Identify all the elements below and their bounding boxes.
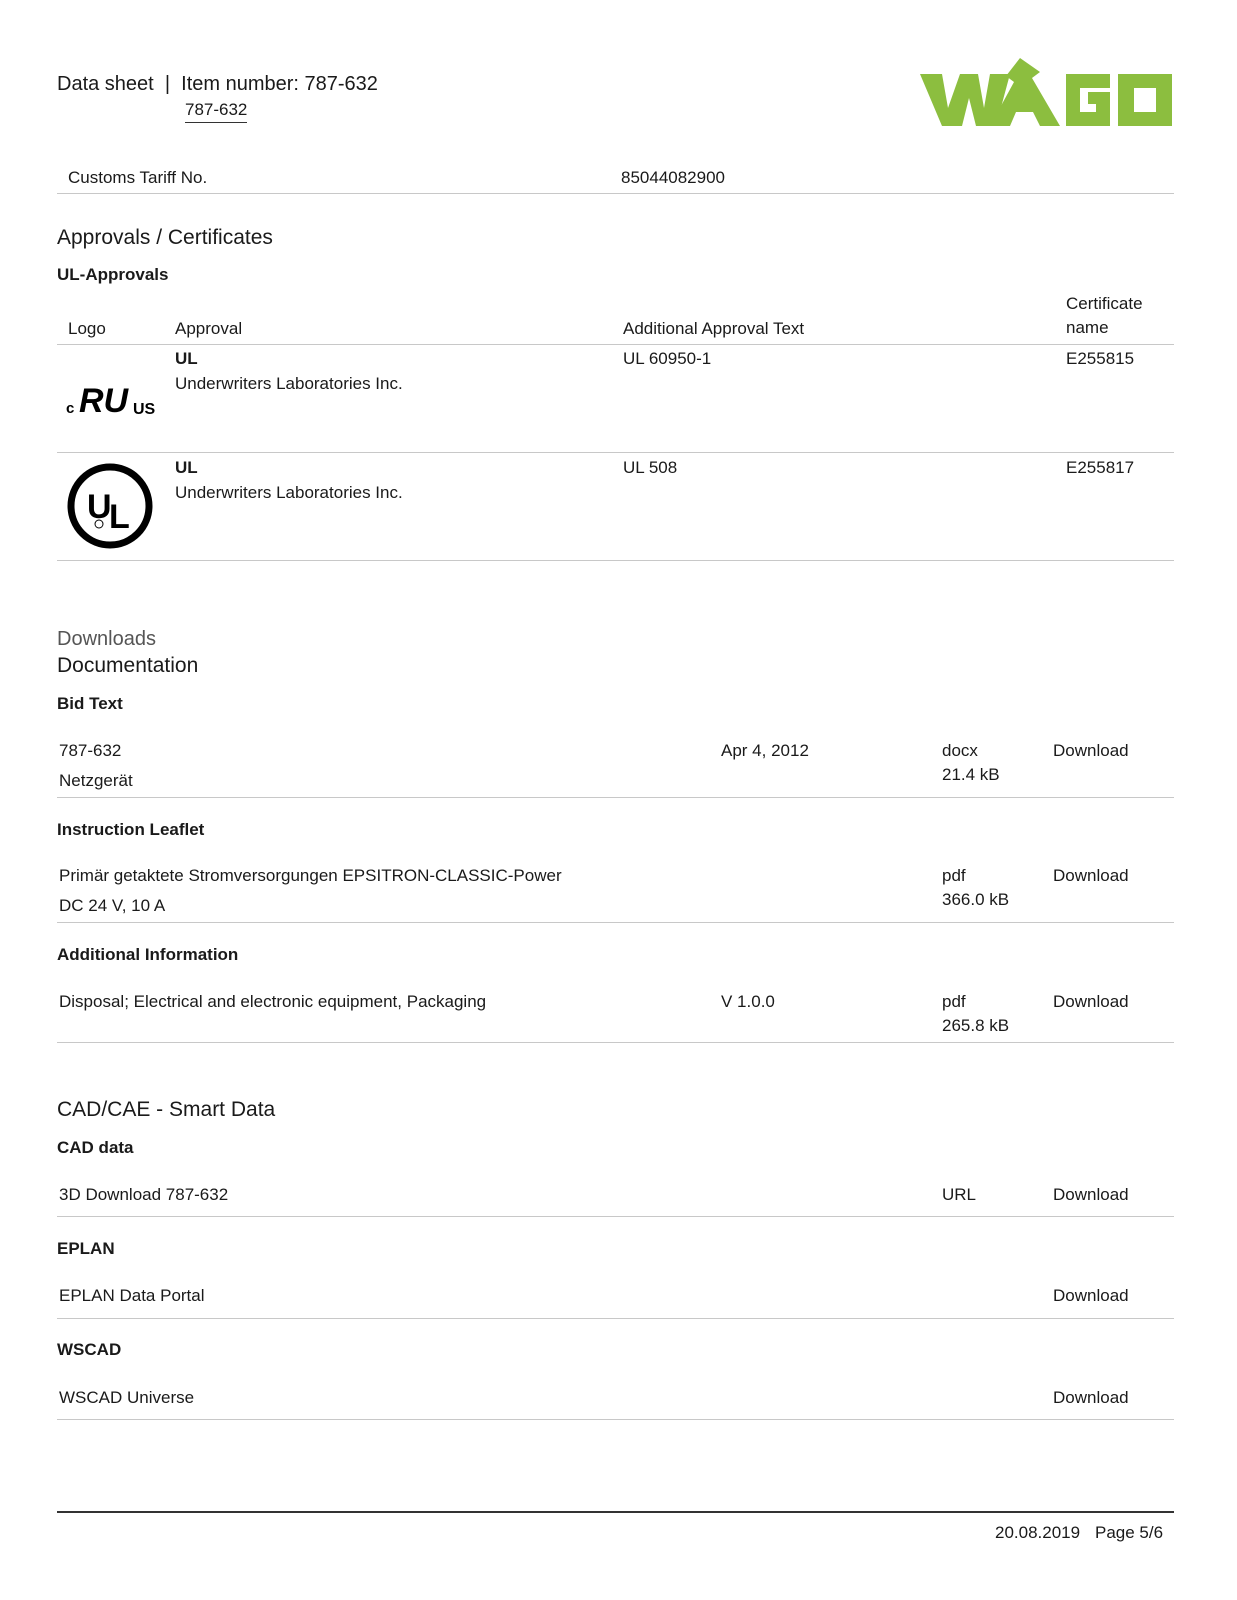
- document-date: Apr 4, 2012: [721, 741, 809, 760]
- divider: [57, 1042, 1174, 1043]
- ul-circle-mark-icon: [66, 462, 154, 550]
- cad-item-name: WSCAD Universe: [59, 1388, 195, 1407]
- divider: [57, 1216, 1174, 1217]
- svg-text:RU: RU: [79, 382, 129, 418]
- document-name: 787-632: [59, 741, 122, 760]
- approval-organization: Underwriters Laboratories Inc.: [175, 374, 403, 393]
- additional-approval-text: UL 60950-1: [623, 349, 712, 368]
- divider: [57, 1419, 1174, 1420]
- download-link[interactable]: Download: [1053, 741, 1129, 760]
- divider: [57, 193, 1174, 194]
- certificate-name: E255817: [1066, 458, 1135, 477]
- footer-date: 20.08.2019: [995, 1523, 1081, 1542]
- svg-text:US: US: [133, 401, 156, 418]
- file-size: 265.8 kB: [942, 1016, 1010, 1035]
- additional-information-subtitle: Additional Information: [57, 945, 239, 964]
- document-name: Disposal; Electrical and electronic equipment, Packaging: [59, 992, 487, 1011]
- divider: [57, 452, 1174, 453]
- column-header-certificate: Certificate name: [1066, 294, 1143, 337]
- download-link[interactable]: Download: [1053, 1286, 1129, 1305]
- cad-cae-section-title: CAD/CAE - Smart Data: [57, 1098, 276, 1121]
- approval-name: UL: [175, 458, 198, 477]
- column-header-approval: Approval: [175, 319, 243, 338]
- file-type: docx: [942, 741, 978, 760]
- certificate-name: E255815: [1066, 349, 1135, 368]
- svg-text:c: c: [66, 400, 75, 417]
- footer-divider: [57, 1511, 1174, 1513]
- eplan-subtitle: EPLAN: [57, 1239, 115, 1258]
- document-version: V 1.0.0: [721, 992, 775, 1011]
- approval-organization: Underwriters Laboratories Inc.: [175, 483, 403, 502]
- customs-tariff-value: 85044082900: [621, 168, 726, 187]
- file-size: 366.0 kB: [942, 890, 1010, 909]
- footer-page-number: Page 5/6: [1095, 1523, 1164, 1542]
- download-link[interactable]: Download: [1053, 1388, 1129, 1407]
- cul-us-mark-icon: [66, 378, 156, 418]
- file-type: URL: [942, 1185, 977, 1204]
- divider: [57, 560, 1174, 561]
- file-type: pdf: [942, 866, 966, 885]
- downloads-label: Downloads: [57, 628, 156, 650]
- customs-tariff-label: Customs Tariff No.: [68, 168, 208, 187]
- column-header-logo: Logo: [68, 319, 106, 338]
- approval-name: UL: [175, 349, 198, 368]
- approvals-section-title: Approvals / Certificates: [57, 226, 273, 249]
- item-number-link[interactable]: 787-632: [185, 99, 247, 123]
- file-size: 21.4 kB: [942, 765, 1000, 784]
- file-type: pdf: [942, 992, 966, 1011]
- download-link[interactable]: Download: [1053, 1185, 1129, 1204]
- wscad-subtitle: WSCAD: [57, 1340, 122, 1359]
- cad-item-name: EPLAN Data Portal: [59, 1286, 205, 1305]
- divider: [57, 1318, 1174, 1319]
- wago-logo-icon: [920, 58, 1172, 142]
- document-description: DC 24 V, 10 A: [59, 896, 166, 915]
- divider: [57, 797, 1174, 798]
- bid-text-subtitle: Bid Text: [57, 694, 123, 713]
- divider: [57, 922, 1174, 923]
- cad-item-name: 3D Download 787-632: [59, 1185, 229, 1204]
- document-description: Netzgerät: [59, 771, 133, 790]
- document-name: Primär getaktete Stromversorgungen EPSITRON-CLASSIC-Power: [59, 866, 562, 885]
- instruction-leaflet-subtitle: Instruction Leaflet: [57, 820, 205, 839]
- ul-approvals-subtitle: UL-Approvals: [57, 265, 169, 284]
- divider: [57, 344, 1174, 345]
- column-header-additional-text: Additional Approval Text: [623, 319, 805, 338]
- page-title: Data sheet | Item number: 787-632: [57, 73, 378, 95]
- additional-approval-text: UL 508: [623, 458, 678, 477]
- documentation-section-title: Documentation: [57, 654, 199, 677]
- cad-data-subtitle: CAD data: [57, 1138, 134, 1157]
- svg-text:U: U: [87, 488, 112, 526]
- download-link[interactable]: Download: [1053, 992, 1129, 1011]
- download-link[interactable]: Download: [1053, 866, 1129, 885]
- svg-text:L: L: [109, 498, 130, 536]
